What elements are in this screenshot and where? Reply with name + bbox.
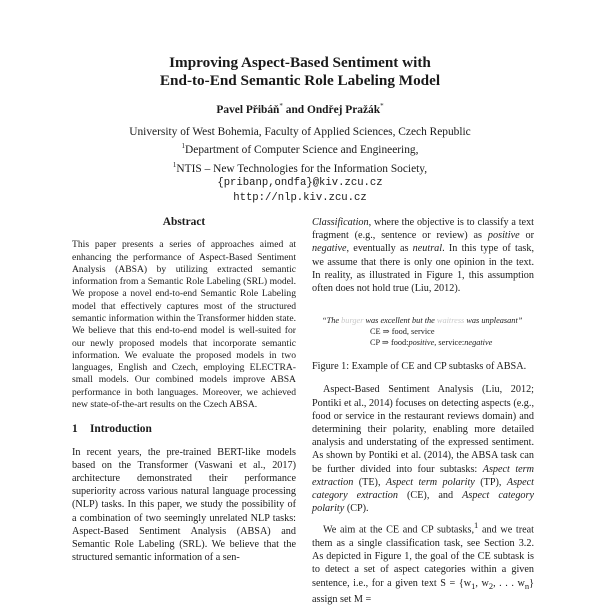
affiliation-mark: 1 (172, 160, 177, 169)
author-email: {pribanp,ondfa}@kiv.zcu.cz (217, 177, 383, 190)
text-run: and we treat them as a single classification task, see Section 3.2. As depicted in Figure 1, the goal of the CE subtask is to detect a set of aspect categories within a given sentence, i.e., for a given text S = {w (312, 524, 535, 589)
example-ce-line: CE ⇒ food, service (370, 327, 435, 337)
section-number: 1 (72, 423, 78, 436)
author-mark: * (279, 102, 283, 110)
term-ce: Aspect category extraction (312, 476, 534, 502)
figure-1-example (312, 315, 534, 348)
term-positive: positive (487, 230, 520, 242)
affiliation-text: Department of Computer Science and Engineering, (185, 144, 419, 157)
text-run: was unpleasant” (464, 316, 523, 326)
text-run: , eventually as (346, 243, 413, 255)
subscript: 2 (488, 580, 494, 591)
term-te: Aspect term extraction (312, 463, 534, 488)
term-classification: Classification (312, 217, 369, 228)
affiliation-department (0, 139, 600, 157)
term-negative: negative (312, 243, 347, 255)
text-run: . In this type of task, we assume that there is only one opinion in the text. In reality, as illustrated in Figure 1, this assumption often does not hold true (Liu, 2012). (312, 243, 534, 295)
author-name: Pavel Přibáň (216, 103, 280, 116)
text-run: } assign set M = (312, 577, 535, 605)
text-run: Aspect-Based Sentiment Analysis (Liu, 2012; Pontiki et al., 2014) focuses on detecting aspects (e.g., food or service in the restaurant reviews domain) and determining their polarity, enabling more detailed analysis and understating of the expressed sentiment. As shown by Pontiki et al. (2014), the ABSA task can be further divided into four subtasks: (312, 384, 534, 475)
author-conjunction: and (285, 103, 305, 116)
text-run: (TP), (474, 476, 507, 488)
title-line-2: End-to-End Semantic Role Labeling Model (159, 72, 441, 89)
section-heading-introduction (72, 423, 296, 436)
lab-url: http://nlp.kiv.zcu.cz (233, 191, 367, 204)
affiliation-ntis (0, 158, 600, 176)
footnote-mark: 1 (474, 520, 479, 531)
term-tp: Aspect term polarity (385, 476, 475, 488)
paper-title (0, 54, 600, 90)
text-run: (CP). (344, 503, 369, 515)
highlight-burger: burger (341, 316, 364, 326)
text-run: was excellent but the (363, 316, 437, 326)
affiliation-text: NTIS – New Technologies for the Information Society, (176, 162, 428, 175)
figure-1-caption: Figure 1: Example of CE and CP subtasks of ABSA. (312, 361, 527, 373)
right-column (312, 216, 534, 606)
highlight-waitress: waitress (436, 316, 465, 326)
term-neutral: neutral (412, 243, 443, 255)
text-run: We aim at the CE and CP subtasks, (323, 524, 475, 536)
text-run: , where the objective is to classify a text fragment (e.g., sentence or review) as (312, 217, 534, 242)
text-run: , service: (434, 338, 465, 348)
example-cp-line (322, 337, 534, 348)
left-column (72, 216, 296, 564)
absa-paragraph (312, 383, 534, 515)
term-negative: negative (464, 338, 493, 348)
authors (0, 102, 600, 116)
subscript: 1 (471, 580, 476, 591)
text-run: , . . . w (493, 577, 525, 589)
term-cp: Aspect category polarity (312, 490, 534, 515)
text-run: , w (475, 577, 489, 589)
intro-paragraph: In recent years, the pre-trained BERT-like models based on the Transformer (Vaswani et al., 2017) architecture demonstrated their performance superiority across various natural language processing (NLP) tasks. In this paper, we study the possibility of a combination of two seemingly unrelated NLP tasks: Aspect-Based Sentiment Analysis (ABSA) and Semantic Role Labeling (SRL). We believe that the structured semantic information of a sen- (72, 446, 296, 564)
author-name: Ondřej Pražák (306, 103, 381, 116)
aim-paragraph (312, 519, 534, 606)
example-sentence (322, 315, 534, 326)
text-run: “The (322, 316, 342, 326)
abstract-text: This paper presents a series of approaches aimed at enhancing the performance of Aspect-Based Sentiment Analysis (ABSA) by utilizing extracted semantic information from a Semantic Role Labeling (SRL) model. We propose a novel end-to-end Semantic Role Labeling model that effectively captures most of the structured semantic information within the Transformer hidden state. We believe that this end-to-end model is well-suited for our newly proposed models that incorporate semantic information. We evaluate the proposed models in two languages, English and Czech, employing ELECTRA-small models. Our combined models improve ABSA performance in both languages. Moreover, we achieved new state-of-the-art results on the Czech ABSA. (72, 239, 296, 411)
affiliations (0, 125, 600, 206)
term-positive: positive (408, 338, 435, 348)
affiliation-mark: 1 (181, 142, 186, 151)
section-title: Introduction (90, 423, 152, 436)
author-mark: * (380, 102, 384, 110)
text-run: CP ⇒ food: (370, 338, 409, 348)
text-run: (CE), and (397, 490, 463, 502)
classification-paragraph (312, 216, 534, 295)
title-block (0, 54, 600, 205)
text-run: (TE), (353, 476, 386, 488)
title-line-1: Improving Aspect-Based Sentiment with (169, 54, 431, 71)
text-run: or (519, 230, 534, 242)
affiliation-university: University of West Bohemia, Faculty of Applied Sciences, Czech Republic (129, 125, 471, 138)
abstract-heading: Abstract (162, 216, 206, 228)
subscript: n (524, 580, 530, 591)
